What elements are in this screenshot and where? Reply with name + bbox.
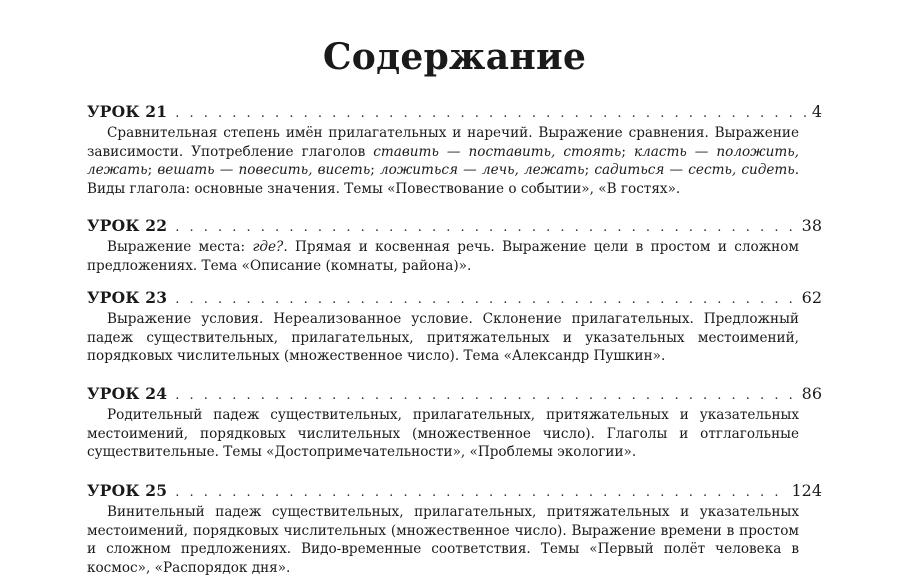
lesson-title: УРОК 25	[87, 481, 168, 500]
toc-entry-lesson-22	[87, 216, 822, 275]
italic-text-run: класть — положить, лежать	[87, 143, 799, 178]
toc-entry-lesson-24	[87, 384, 822, 462]
toc-entry-header	[87, 481, 822, 503]
italic-text-run: садиться — сесть, сидеть	[594, 162, 795, 178]
lesson-title: УРОК 21	[87, 102, 168, 121]
toc-entry-header	[87, 384, 822, 406]
dot-leader	[175, 386, 797, 406]
page-number: 4	[811, 102, 822, 121]
text-run: Сравнительная степень имён прилагательных и наречий. Выражение сравнения. Выражение зависимости. Употребление глаголов	[87, 125, 799, 160]
text-run: ;	[584, 162, 595, 178]
lesson-title: УРОК 24	[87, 384, 168, 403]
italic-text-run: где?	[252, 239, 284, 255]
page-number: 38	[801, 216, 822, 235]
text-run: Выражение места:	[107, 239, 253, 255]
text-run: . Виды глагола: основные значения. Темы «Повествование о событии», «В гостях».	[87, 162, 800, 197]
lesson-description	[87, 503, 799, 577]
toc-entry-lesson-23	[87, 288, 822, 366]
lesson-title: УРОК 22	[87, 216, 168, 235]
toc-entry-header	[87, 216, 822, 238]
italic-text-run: вешать — повесить, висеть	[157, 162, 371, 178]
dot-leader	[175, 104, 808, 124]
lesson-description	[87, 124, 799, 198]
lesson-description	[87, 310, 799, 366]
toc-entry-lesson-21	[87, 102, 822, 198]
lesson-title: УРОК 23	[87, 288, 168, 307]
text-run: Выражение условия. Нереализованное условие. Склонение прилагательных. Предложный падеж существительных, прилагательных, притяжательных и указательных местоимений, порядковых числительных (множественное число). Тема «Александр Пушкин».	[87, 311, 799, 364]
dot-leader	[175, 290, 797, 310]
dot-leader	[175, 218, 797, 238]
text-run: ;	[370, 162, 381, 178]
toc-entry-header	[87, 288, 822, 310]
text-run: ;	[621, 143, 634, 160]
page-number: 124	[791, 481, 822, 500]
text-run: Винительный падеж существительных, прилагательных, притяжательных и указательных местоимений, порядковых числительных (множественное число). Выражение времени в простом и сложном предложениях. Видо-временные соответствия. Темы «Первый полёт человека в космос», «Распорядок дня».	[87, 504, 799, 576]
italic-text-run: ставить — поставить, стоять	[373, 143, 622, 160]
text-run: . Прямая и косвенная речь. Выражение цели в простом и сложном предложениях. Тема «Описание (комнаты, района)».	[87, 239, 799, 274]
italic-text-run: ложиться — лечь, лежать	[380, 162, 585, 178]
page-number: 62	[801, 288, 822, 307]
toc-entry-header	[87, 102, 822, 124]
text-run: Родительный падеж существительных, прилагательных, притяжательных и указательных местоимений, порядковых числительных (множественное число). Глаголы и отглагольные существительные. Темы «Достопримечательности», «Проблемы экологии».	[87, 407, 799, 460]
lesson-description	[87, 406, 799, 462]
dot-leader	[175, 483, 787, 503]
toc-entry-lesson-25	[87, 481, 822, 577]
page-number: 86	[801, 384, 822, 403]
lesson-description	[87, 238, 799, 275]
text-run: ;	[147, 162, 158, 178]
page-title: Содержание	[322, 36, 587, 78]
